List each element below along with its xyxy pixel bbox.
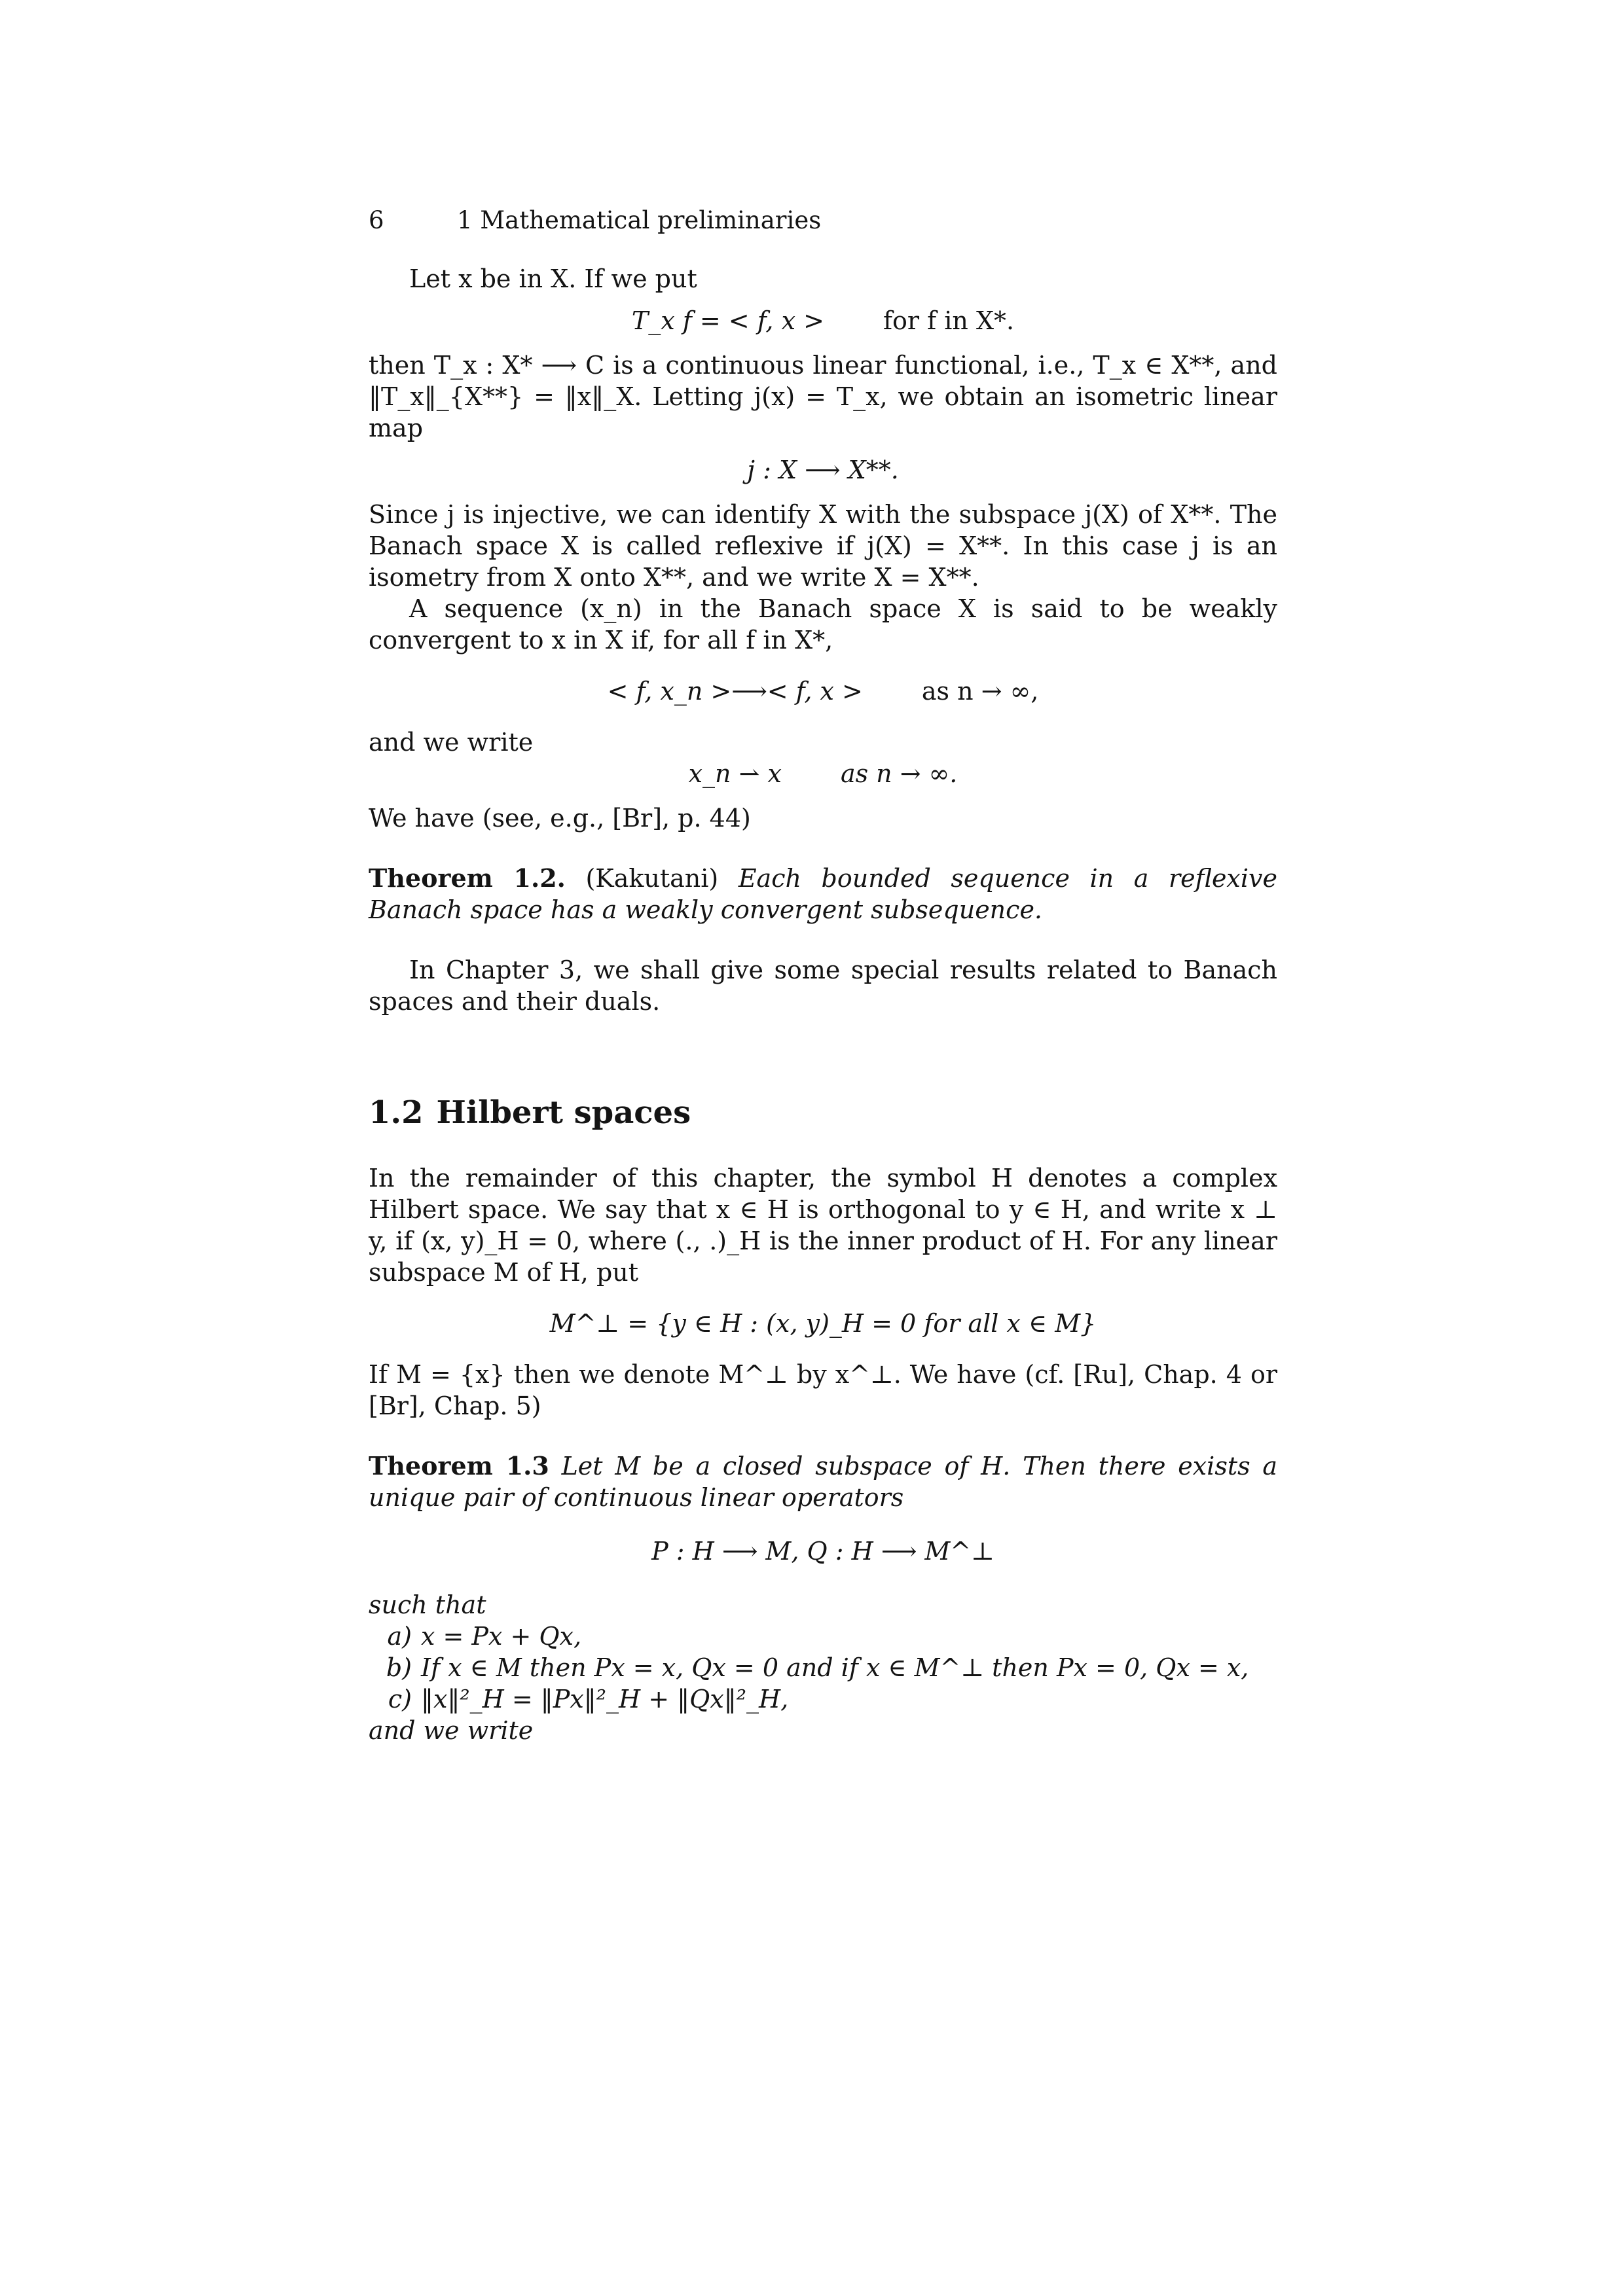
list-item xyxy=(371,1621,1277,1652)
paragraph: We have (see, e.g., [Br], p. 44) xyxy=(369,804,751,833)
equation-lhs: < f, x_n >⟶< f, x > xyxy=(607,677,863,706)
paragraph: Let x be in X. If we put xyxy=(409,264,697,293)
equation: j : X ⟶ X**. xyxy=(747,456,899,484)
theorem-1-2 xyxy=(369,863,1277,925)
equation xyxy=(369,758,1277,789)
theorem-items xyxy=(371,1621,1277,1715)
running-title: 1 Mathematical preliminaries xyxy=(457,206,822,234)
theorem-attribution: (Kakutani) xyxy=(585,864,719,893)
paragraph: If M = {x} then we denote M^⊥ by x^⊥. We have (cf. [Ru], Chap. 4 or [Br], Chap. 5) xyxy=(369,1360,1277,1420)
item-text: x = Px + Qx, xyxy=(421,1622,582,1651)
theorem-text: such that xyxy=(369,1590,486,1619)
section-heading xyxy=(369,1094,1277,1131)
theorem-statement: Let M be a closed subspace of H. Then there exists a unique pair of continuous linear operators xyxy=(369,1452,1277,1512)
main-text xyxy=(369,263,1277,1746)
section-title: Hilbert spaces xyxy=(436,1094,691,1131)
theorem-1-3 xyxy=(369,1450,1277,1513)
theorem-label: Theorem 1.2. xyxy=(369,863,566,893)
equation: M^⊥ = {y ∈ H : (x, y)_H = 0 for all x ∈ M} xyxy=(549,1309,1097,1338)
section-number: 1.2 xyxy=(369,1094,424,1131)
list-item xyxy=(371,1652,1277,1683)
paragraph: In Chapter 3, we shall give some special results related to Banach spaces and their duals. xyxy=(369,956,1277,1016)
paragraph: A sequence (x_n) in the Banach space X is said to be weakly convergent to x in X if, for all f in X*, xyxy=(369,594,1277,655)
item-text: If x ∈ M then Px = x, Qx = 0 and if x ∈ M^⊥ then Px = 0, Qx = x, xyxy=(421,1653,1249,1682)
paragraph: Since j is injective, we can identify X with the subspace j(X) of X**. The Banach space X is called reflexive if j(X) = X**. In this case j is an isometry from X onto X**, and we write X = X**. xyxy=(369,500,1277,592)
page-number: 6 xyxy=(369,206,384,234)
paragraph: then T_x : X* ⟶ C is a continuous linear functional, i.e., T_x ∈ X**, and ‖T_x‖_{X**} = ‖x‖_X. Letting j(x) = T_x, we obtain an isometric linear map xyxy=(369,351,1277,442)
item-label: c) xyxy=(388,1685,412,1713)
equation-condition: as n → ∞, xyxy=(921,677,1039,706)
equation xyxy=(369,305,1277,336)
equation-lhs: x_n ⇀ x xyxy=(688,759,782,788)
equation-condition: as n → ∞. xyxy=(840,759,958,788)
equation-condition: for f in X*. xyxy=(883,306,1015,335)
equation: P : H ⟶ M, Q : H ⟶ M^⊥ xyxy=(651,1537,994,1566)
equation-lhs: T_x f = < f, x > xyxy=(631,306,824,335)
equation xyxy=(369,675,1277,707)
paragraph: and we write xyxy=(369,728,534,757)
paragraph: In the remainder of this chapter, the symbol H denotes a complex Hilbert space. We say that x ∈ H is orthogonal to y ∈ H, and write x ⊥ y, if (x, y)_H = 0, where (., .)_H is the inner product of H. For any linear subspace M of H, put xyxy=(369,1164,1277,1287)
theorem-text: and we write xyxy=(369,1716,534,1745)
theorem-label: Theorem 1.3 xyxy=(369,1451,549,1480)
list-item xyxy=(371,1683,1277,1715)
item-label: a) xyxy=(387,1622,412,1651)
theorem-statement: Each bounded sequence in a reflexive Banach space has a weakly convergent subsequence. xyxy=(369,864,1277,924)
item-text: ‖x‖²_H = ‖Px‖²_H + ‖Qx‖²_H, xyxy=(421,1685,789,1713)
item-label: b) xyxy=(386,1653,412,1682)
